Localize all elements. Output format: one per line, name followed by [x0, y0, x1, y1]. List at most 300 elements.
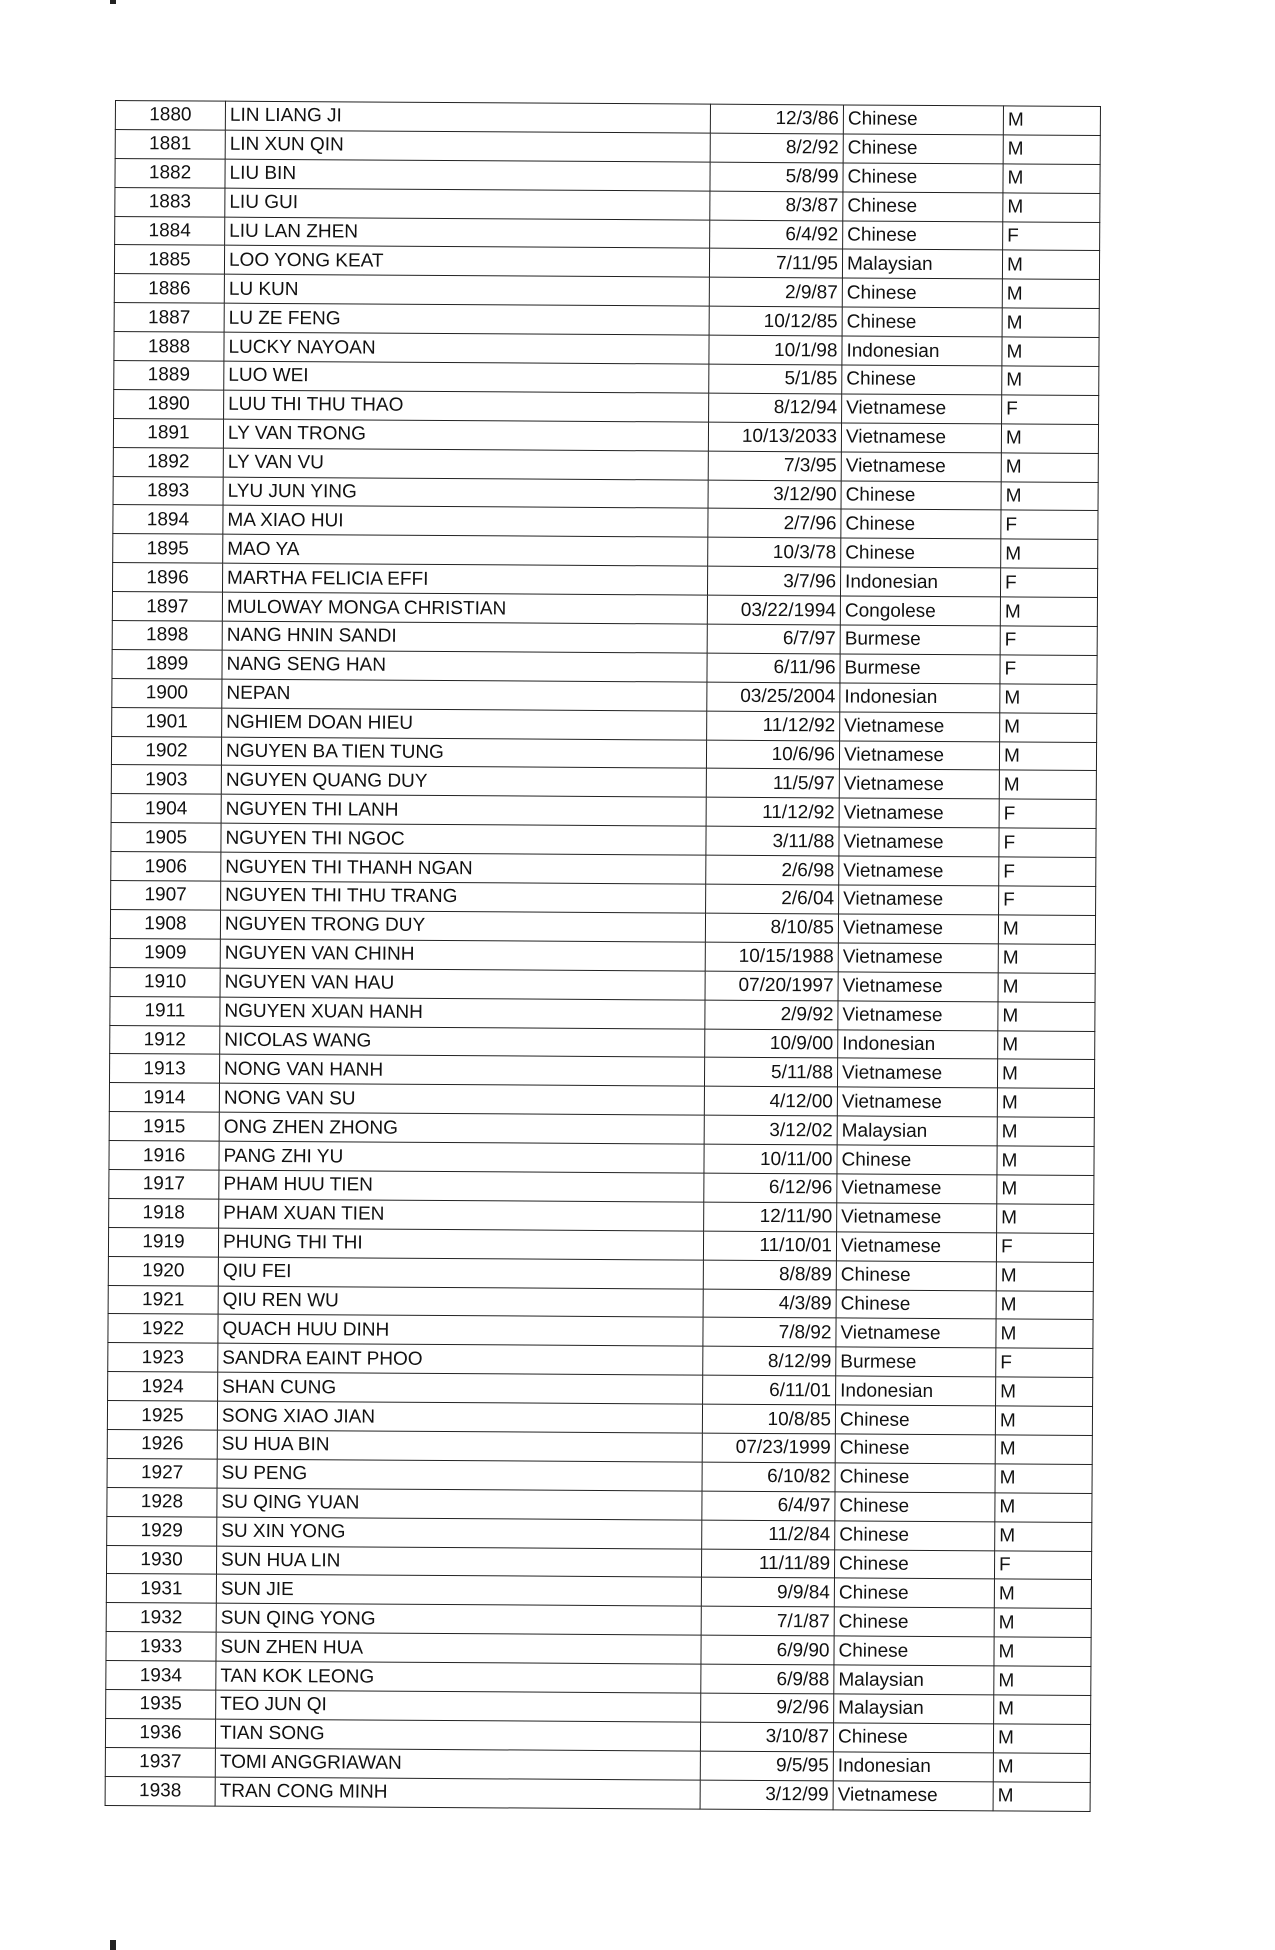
date-of-birth-cell: 3/12/90 [708, 480, 841, 510]
sex-cell: M [1003, 106, 1100, 135]
nationality-cell: Burmese [836, 1347, 996, 1377]
row-number-cell: 1883 [115, 187, 225, 217]
sex-cell: M [996, 1377, 1093, 1406]
sex-cell: F [1000, 626, 1097, 655]
sex-cell: M [998, 973, 1095, 1002]
nationality-cell: Indonesian [842, 336, 1002, 366]
nationality-cell: Congolese [840, 596, 1000, 626]
row-number-cell: 1885 [114, 245, 224, 275]
person-name-cell: LIU BIN [225, 159, 710, 191]
person-name-cell: LUCKY NAYOAN [224, 332, 709, 364]
sex-cell: M [995, 1406, 1092, 1435]
nationality-cell: Indonesian [838, 1029, 998, 1059]
row-number-cell: 1892 [113, 447, 223, 477]
row-number-cell: 1901 [112, 707, 222, 737]
person-name-cell: NGUYEN TRONG DUY [220, 910, 705, 942]
sex-cell: M [997, 1117, 1094, 1146]
sex-cell: M [994, 1579, 1091, 1608]
row-number-cell: 1933 [106, 1632, 216, 1662]
date-of-birth-cell: 11/5/97 [706, 769, 839, 799]
date-of-birth-cell: 11/10/01 [703, 1231, 836, 1261]
date-of-birth-cell: 2/6/04 [706, 884, 839, 914]
person-name-cell: NANG SENG HAN [222, 650, 707, 682]
sex-cell: M [995, 1464, 1092, 1493]
sex-cell: M [995, 1522, 1092, 1551]
date-of-birth-cell: 12/11/90 [704, 1202, 837, 1232]
date-of-birth-cell: 2/9/87 [709, 277, 842, 307]
person-name-cell: SU XIN YONG [217, 1517, 702, 1549]
person-name-cell: NEPAN [222, 679, 707, 711]
nationality-cell: Vietnamese [841, 423, 1001, 453]
sex-cell: M [997, 1146, 1094, 1175]
table-row [105, 1776, 1090, 1811]
person-name-cell: SUN ZHEN HUA [216, 1632, 701, 1664]
nationality-cell: Malaysian [842, 249, 1002, 279]
date-of-birth-cell: 11/11/89 [701, 1549, 834, 1579]
row-number-cell: 1923 [108, 1343, 218, 1373]
date-of-birth-cell: 5/8/99 [710, 162, 843, 192]
date-of-birth-cell: 8/2/92 [710, 133, 843, 163]
row-number-cell: 1882 [115, 158, 225, 188]
sex-cell: M [994, 1695, 1091, 1724]
date-of-birth-cell: 10/6/96 [706, 740, 839, 770]
nationality-cell: Indonesian [840, 683, 1000, 713]
row-number-cell: 1914 [109, 1083, 219, 1113]
nationality-cell: Chinese [837, 1145, 997, 1175]
person-name-cell: NGUYEN THI LANH [221, 795, 706, 827]
date-of-birth-cell: 6/12/96 [704, 1173, 837, 1203]
sex-cell: M [997, 1088, 1094, 1117]
sex-cell: F [999, 857, 1096, 886]
nationality-cell: Chinese [836, 1261, 996, 1291]
scan-speck [110, 1940, 116, 1950]
date-of-birth-cell: 11/2/84 [702, 1520, 835, 1550]
nationality-cell: Chinese [835, 1434, 995, 1464]
person-name-cell: LIN LIANG JI [225, 101, 710, 133]
person-name-cell: QIU REN WU [218, 1286, 703, 1318]
person-name-cell: MA XIAO HUI [223, 506, 708, 538]
sex-cell: M [1000, 597, 1097, 626]
person-name-cell: QIU FEI [218, 1257, 703, 1289]
person-name-cell: NICOLAS WANG [220, 1026, 705, 1058]
sex-cell: M [1003, 164, 1100, 193]
nationality-cell: Vietnamese [839, 885, 999, 915]
row-number-cell: 1880 [115, 101, 225, 131]
scanned-sheet [105, 100, 1100, 1812]
nationality-cell: Vietnamese [837, 1058, 997, 1088]
row-number-cell: 1916 [109, 1141, 219, 1171]
nationality-cell: Indonesian [833, 1752, 993, 1782]
sex-cell: F [996, 1348, 1093, 1377]
person-name-cell: NANG HNIN SANDI [222, 621, 707, 653]
person-name-cell: SUN HUA LIN [216, 1546, 701, 1578]
sex-cell: M [997, 1204, 1094, 1233]
row-number-cell: 1926 [107, 1429, 217, 1459]
sex-cell: M [995, 1435, 1092, 1464]
row-number-cell: 1929 [107, 1516, 217, 1546]
sex-cell: M [995, 1493, 1092, 1522]
nationality-cell: Vietnamese [836, 1232, 996, 1262]
person-name-cell: SU PENG [217, 1459, 702, 1491]
person-name-cell: NGUYEN QUANG DUY [221, 766, 706, 798]
person-name-cell: TIAN SONG [215, 1719, 700, 1751]
person-name-cell: PANG ZHI YU [219, 1141, 704, 1173]
person-name-cell: SONG XIAO JIAN [217, 1401, 702, 1433]
sex-cell: F [999, 828, 1096, 857]
sex-cell: M [1000, 713, 1097, 742]
sex-cell: F [1000, 655, 1097, 684]
nationality-cell: Chinese [841, 538, 1001, 568]
nationality-cell: Chinese [843, 163, 1003, 193]
date-of-birth-cell: 9/9/84 [701, 1578, 834, 1608]
date-of-birth-cell: 2/9/92 [705, 1000, 838, 1030]
date-of-birth-cell: 6/10/82 [702, 1462, 835, 1492]
row-number-cell: 1906 [111, 852, 221, 882]
date-of-birth-cell: 3/12/02 [704, 1115, 837, 1145]
roster-table [105, 100, 1101, 1812]
person-name-cell: LIU LAN ZHEN [225, 217, 710, 249]
sex-cell: M [1000, 684, 1097, 713]
person-name-cell: LU ZE FENG [224, 303, 709, 335]
nationality-cell: Vietnamese [839, 827, 999, 857]
sex-cell: M [998, 915, 1095, 944]
row-number-cell: 1938 [105, 1776, 215, 1806]
date-of-birth-cell: 9/2/96 [701, 1693, 834, 1723]
nationality-cell: Vietnamese [837, 1203, 997, 1233]
nationality-cell: Chinese [834, 1549, 994, 1579]
nationality-cell: Chinese [835, 1463, 995, 1493]
row-number-cell: 1909 [110, 938, 220, 968]
sex-cell: M [993, 1753, 1090, 1782]
sex-cell: M [993, 1724, 1090, 1753]
row-number-cell: 1913 [109, 1054, 219, 1084]
nationality-cell: Vietnamese [837, 1174, 997, 1204]
nationality-cell: Chinese [836, 1289, 996, 1319]
person-name-cell: NGUYEN VAN HAU [220, 968, 705, 1000]
date-of-birth-cell: 3/12/99 [700, 1780, 833, 1810]
date-of-birth-cell: 7/1/87 [701, 1606, 834, 1636]
nationality-cell: Chinese [841, 481, 1001, 511]
person-name-cell: LIN XUN QIN [225, 130, 710, 162]
row-number-cell: 1886 [114, 274, 224, 304]
date-of-birth-cell: 10/12/85 [709, 306, 842, 336]
row-number-cell: 1936 [105, 1718, 215, 1748]
row-number-cell: 1924 [108, 1372, 218, 1402]
nationality-cell: Malaysian [834, 1665, 994, 1695]
date-of-birth-cell: 5/1/85 [709, 364, 842, 394]
person-name-cell: PHUNG THI THI [218, 1228, 703, 1260]
person-name-cell: NGHIEM DOAN HIEU [222, 708, 707, 740]
person-name-cell: PHAM XUAN TIEN [219, 1199, 704, 1231]
date-of-birth-cell: 8/12/94 [709, 393, 842, 423]
date-of-birth-cell: 6/11/01 [703, 1375, 836, 1405]
date-of-birth-cell: 7/3/95 [708, 451, 841, 481]
row-number-cell: 1920 [108, 1256, 218, 1286]
person-name-cell: LU KUN [224, 275, 709, 307]
row-number-cell: 1921 [108, 1285, 218, 1315]
nationality-cell: Vietnamese [840, 712, 1000, 742]
row-number-cell: 1931 [106, 1574, 216, 1604]
date-of-birth-cell: 3/11/88 [706, 826, 839, 856]
sex-cell: M [994, 1666, 1091, 1695]
person-name-cell: TAN KOK LEONG [216, 1661, 701, 1693]
row-number-cell: 1890 [114, 389, 224, 419]
date-of-birth-cell: 6/9/88 [701, 1664, 834, 1694]
person-name-cell: LUO WEI [224, 361, 709, 393]
row-number-cell: 1907 [111, 881, 221, 911]
row-number-cell: 1922 [108, 1314, 218, 1344]
nationality-cell: Malaysian [837, 1116, 997, 1146]
nationality-cell: Malaysian [834, 1694, 994, 1724]
date-of-birth-cell: 8/3/87 [710, 191, 843, 221]
nationality-cell: Chinese [835, 1492, 995, 1522]
nationality-cell: Chinese [843, 105, 1003, 135]
nationality-cell: Chinese [842, 278, 1002, 308]
nationality-cell: Vietnamese [839, 856, 999, 886]
person-name-cell: NGUYEN THI THU TRANG [221, 881, 706, 913]
date-of-birth-cell: 03/22/1994 [707, 595, 840, 625]
nationality-cell: Indonesian [840, 567, 1000, 597]
sex-cell: F [1002, 395, 1099, 424]
nationality-cell: Vietnamese [841, 452, 1001, 482]
sex-cell: F [1000, 568, 1097, 597]
row-number-cell: 1899 [112, 649, 222, 679]
nationality-cell: Chinese [843, 221, 1003, 251]
person-name-cell: QUACH HUU DINH [218, 1315, 703, 1347]
nationality-cell: Vietnamese [839, 798, 999, 828]
date-of-birth-cell: 6/11/96 [707, 653, 840, 683]
row-number-cell: 1888 [114, 332, 224, 362]
nationality-cell: Vietnamese [839, 769, 999, 799]
nationality-cell: Vietnamese [838, 1001, 998, 1031]
row-number-cell: 1900 [112, 678, 222, 708]
sex-cell: M [1001, 481, 1098, 510]
person-name-cell: SU QING YUAN [217, 1488, 702, 1520]
sex-cell: M [1003, 193, 1100, 222]
sex-cell: M [1003, 135, 1100, 164]
sex-cell: M [994, 1637, 1091, 1666]
person-name-cell: SANDRA EAINT PHOO [218, 1343, 703, 1375]
nationality-cell: Chinese [841, 509, 1001, 539]
date-of-birth-cell: 7/8/92 [703, 1318, 836, 1348]
date-of-birth-cell: 6/4/97 [702, 1491, 835, 1521]
person-name-cell: LY VAN TRONG [223, 419, 708, 451]
nationality-cell: Vietnamese [838, 972, 998, 1002]
person-name-cell: SUN JIE [216, 1575, 701, 1607]
sex-cell: M [1001, 539, 1098, 568]
person-name-cell: NONG VAN SU [219, 1083, 704, 1115]
sex-cell: M [999, 742, 1096, 771]
sex-cell: F [994, 1550, 1091, 1579]
sex-cell: M [999, 770, 1096, 799]
nationality-cell: Chinese [834, 1636, 994, 1666]
person-name-cell: TRAN CONG MINH [215, 1777, 700, 1809]
sex-cell: M [1001, 453, 1098, 482]
row-number-cell: 1919 [108, 1227, 218, 1257]
sex-cell: M [996, 1262, 1093, 1291]
person-name-cell: NGUYEN XUAN HANH [220, 997, 705, 1029]
sex-cell: M [998, 1002, 1095, 1031]
sex-cell: M [998, 944, 1095, 973]
row-number-cell: 1935 [106, 1689, 216, 1719]
nationality-cell: Chinese [842, 365, 1002, 395]
date-of-birth-cell: 10/15/1988 [705, 942, 838, 972]
sex-cell: M [997, 1175, 1094, 1204]
person-name-cell: TOMI ANGGRIAWAN [215, 1748, 700, 1780]
row-number-cell: 1932 [106, 1603, 216, 1633]
date-of-birth-cell: 6/9/90 [701, 1635, 834, 1665]
row-number-cell: 1934 [106, 1661, 216, 1691]
nationality-cell: Chinese [834, 1607, 994, 1637]
sex-cell: F [1001, 510, 1098, 539]
sex-cell: M [993, 1782, 1090, 1811]
person-name-cell: SUN QING YONG [216, 1603, 701, 1635]
row-number-cell: 1896 [112, 563, 222, 593]
sex-cell: F [999, 799, 1096, 828]
date-of-birth-cell: 07/20/1997 [705, 971, 838, 1001]
sex-cell: M [1002, 308, 1099, 337]
row-number-cell: 1912 [110, 1025, 220, 1055]
person-name-cell: MARTHA FELICIA EFFI [222, 563, 707, 595]
row-number-cell: 1910 [110, 967, 220, 997]
row-number-cell: 1889 [114, 361, 224, 391]
nationality-cell: Chinese [833, 1723, 993, 1753]
date-of-birth-cell: 8/10/85 [705, 913, 838, 943]
date-of-birth-cell: 6/7/97 [707, 624, 840, 654]
date-of-birth-cell: 3/7/96 [707, 566, 840, 596]
row-number-cell: 1927 [107, 1458, 217, 1488]
person-name-cell: NGUYEN BA TIEN TUNG [221, 737, 706, 769]
sex-cell: M [1002, 366, 1099, 395]
row-number-cell: 1902 [111, 736, 221, 766]
row-number-cell: 1925 [107, 1401, 217, 1431]
nationality-cell: Indonesian [836, 1376, 996, 1406]
row-number-cell: 1908 [110, 909, 220, 939]
row-number-cell: 1894 [113, 505, 223, 535]
person-name-cell: LOO YONG KEAT [224, 246, 709, 278]
row-number-cell: 1881 [115, 129, 225, 159]
date-of-birth-cell: 10/1/98 [709, 335, 842, 365]
person-name-cell: ONG ZHEN ZHONG [219, 1112, 704, 1144]
date-of-birth-cell: 10/11/00 [704, 1144, 837, 1174]
nationality-cell: Vietnamese [836, 1318, 996, 1348]
nationality-cell: Vietnamese [833, 1781, 993, 1811]
row-number-cell: 1915 [109, 1112, 219, 1142]
date-of-birth-cell: 5/11/88 [704, 1058, 837, 1088]
date-of-birth-cell: 03/25/2004 [707, 682, 840, 712]
date-of-birth-cell: 07/23/1999 [702, 1433, 835, 1463]
row-number-cell: 1937 [105, 1747, 215, 1777]
sex-cell: M [1002, 279, 1099, 308]
date-of-birth-cell: 10/13/2033 [708, 422, 841, 452]
person-name-cell: TEO JUN QI [216, 1690, 701, 1722]
person-name-cell: PHAM HUU TIEN [219, 1170, 704, 1202]
nationality-cell: Chinese [842, 307, 1002, 337]
person-name-cell: NGUYEN THI THANH NGAN [221, 852, 706, 884]
person-name-cell: NGUYEN THI NGOC [221, 823, 706, 855]
date-of-birth-cell: 6/4/92 [710, 220, 843, 250]
date-of-birth-cell: 2/6/98 [706, 855, 839, 885]
sex-cell: M [1002, 337, 1099, 366]
sex-cell: M [994, 1608, 1091, 1637]
nationality-cell: Vietnamese [838, 914, 998, 944]
date-of-birth-cell: 10/3/78 [708, 537, 841, 567]
row-number-cell: 1895 [113, 534, 223, 564]
person-name-cell: NONG VAN HANH [219, 1055, 704, 1087]
row-number-cell: 1891 [113, 418, 223, 448]
person-name-cell: LUU THI THU THAO [224, 390, 709, 422]
date-of-birth-cell: 4/12/00 [704, 1086, 837, 1116]
sex-cell: M [1002, 250, 1099, 279]
person-name-cell: MAO YA [223, 535, 708, 567]
date-of-birth-cell: 11/12/92 [707, 711, 840, 741]
sex-cell: F [996, 1233, 1093, 1262]
date-of-birth-cell: 9/5/95 [700, 1751, 833, 1781]
row-number-cell: 1904 [111, 794, 221, 824]
date-of-birth-cell: 7/11/95 [709, 249, 842, 279]
row-number-cell: 1928 [107, 1487, 217, 1517]
sex-cell: M [997, 1059, 1094, 1088]
date-of-birth-cell: 10/8/85 [702, 1404, 835, 1434]
row-number-cell: 1905 [111, 823, 221, 853]
row-number-cell: 1917 [109, 1169, 219, 1199]
row-number-cell: 1887 [114, 303, 224, 333]
date-of-birth-cell: 8/8/89 [703, 1260, 836, 1290]
sex-cell: F [999, 886, 1096, 915]
nationality-cell: Vietnamese [842, 394, 1002, 424]
row-number-cell: 1897 [112, 592, 222, 622]
row-number-cell: 1884 [115, 216, 225, 246]
nationality-cell: Chinese [835, 1405, 995, 1435]
nationality-cell: Vietnamese [839, 741, 999, 771]
sex-cell: M [996, 1319, 1093, 1348]
nationality-cell: Burmese [840, 625, 1000, 655]
person-name-cell: SHAN CUNG [218, 1372, 703, 1404]
date-of-birth-cell: 11/12/92 [706, 797, 839, 827]
sex-cell: F [1003, 221, 1100, 250]
person-name-cell: LYU JUN YING [223, 477, 708, 509]
person-name-cell: MULOWAY MONGA CHRISTIAN [222, 592, 707, 624]
person-name-cell: LIU GUI [225, 188, 710, 220]
row-number-cell: 1893 [113, 476, 223, 506]
sex-cell: M [996, 1290, 1093, 1319]
row-number-cell: 1918 [109, 1198, 219, 1228]
row-number-cell: 1898 [112, 621, 222, 651]
row-number-cell: 1903 [111, 765, 221, 795]
person-name-cell: SU HUA BIN [217, 1430, 702, 1462]
date-of-birth-cell: 8/12/99 [703, 1346, 836, 1376]
nationality-cell: Chinese [843, 134, 1003, 164]
date-of-birth-cell: 10/9/00 [705, 1029, 838, 1059]
nationality-cell: Chinese [835, 1521, 995, 1551]
person-name-cell: LY VAN VU [223, 448, 708, 480]
roster-body [105, 101, 1100, 1812]
date-of-birth-cell: 2/7/96 [708, 509, 841, 539]
date-of-birth-cell: 3/10/87 [700, 1722, 833, 1752]
nationality-cell: Chinese [834, 1578, 994, 1608]
date-of-birth-cell: 4/3/89 [703, 1289, 836, 1319]
scan-speck [110, 0, 116, 4]
sex-cell: M [1001, 424, 1098, 453]
nationality-cell: Vietnamese [837, 1087, 997, 1117]
person-name-cell: NGUYEN VAN CHINH [220, 939, 705, 971]
date-of-birth-cell: 12/3/86 [710, 104, 843, 134]
sex-cell: M [998, 1030, 1095, 1059]
nationality-cell: Burmese [840, 654, 1000, 684]
row-number-cell: 1911 [110, 996, 220, 1026]
nationality-cell: Vietnamese [838, 943, 998, 973]
row-number-cell: 1930 [106, 1545, 216, 1575]
